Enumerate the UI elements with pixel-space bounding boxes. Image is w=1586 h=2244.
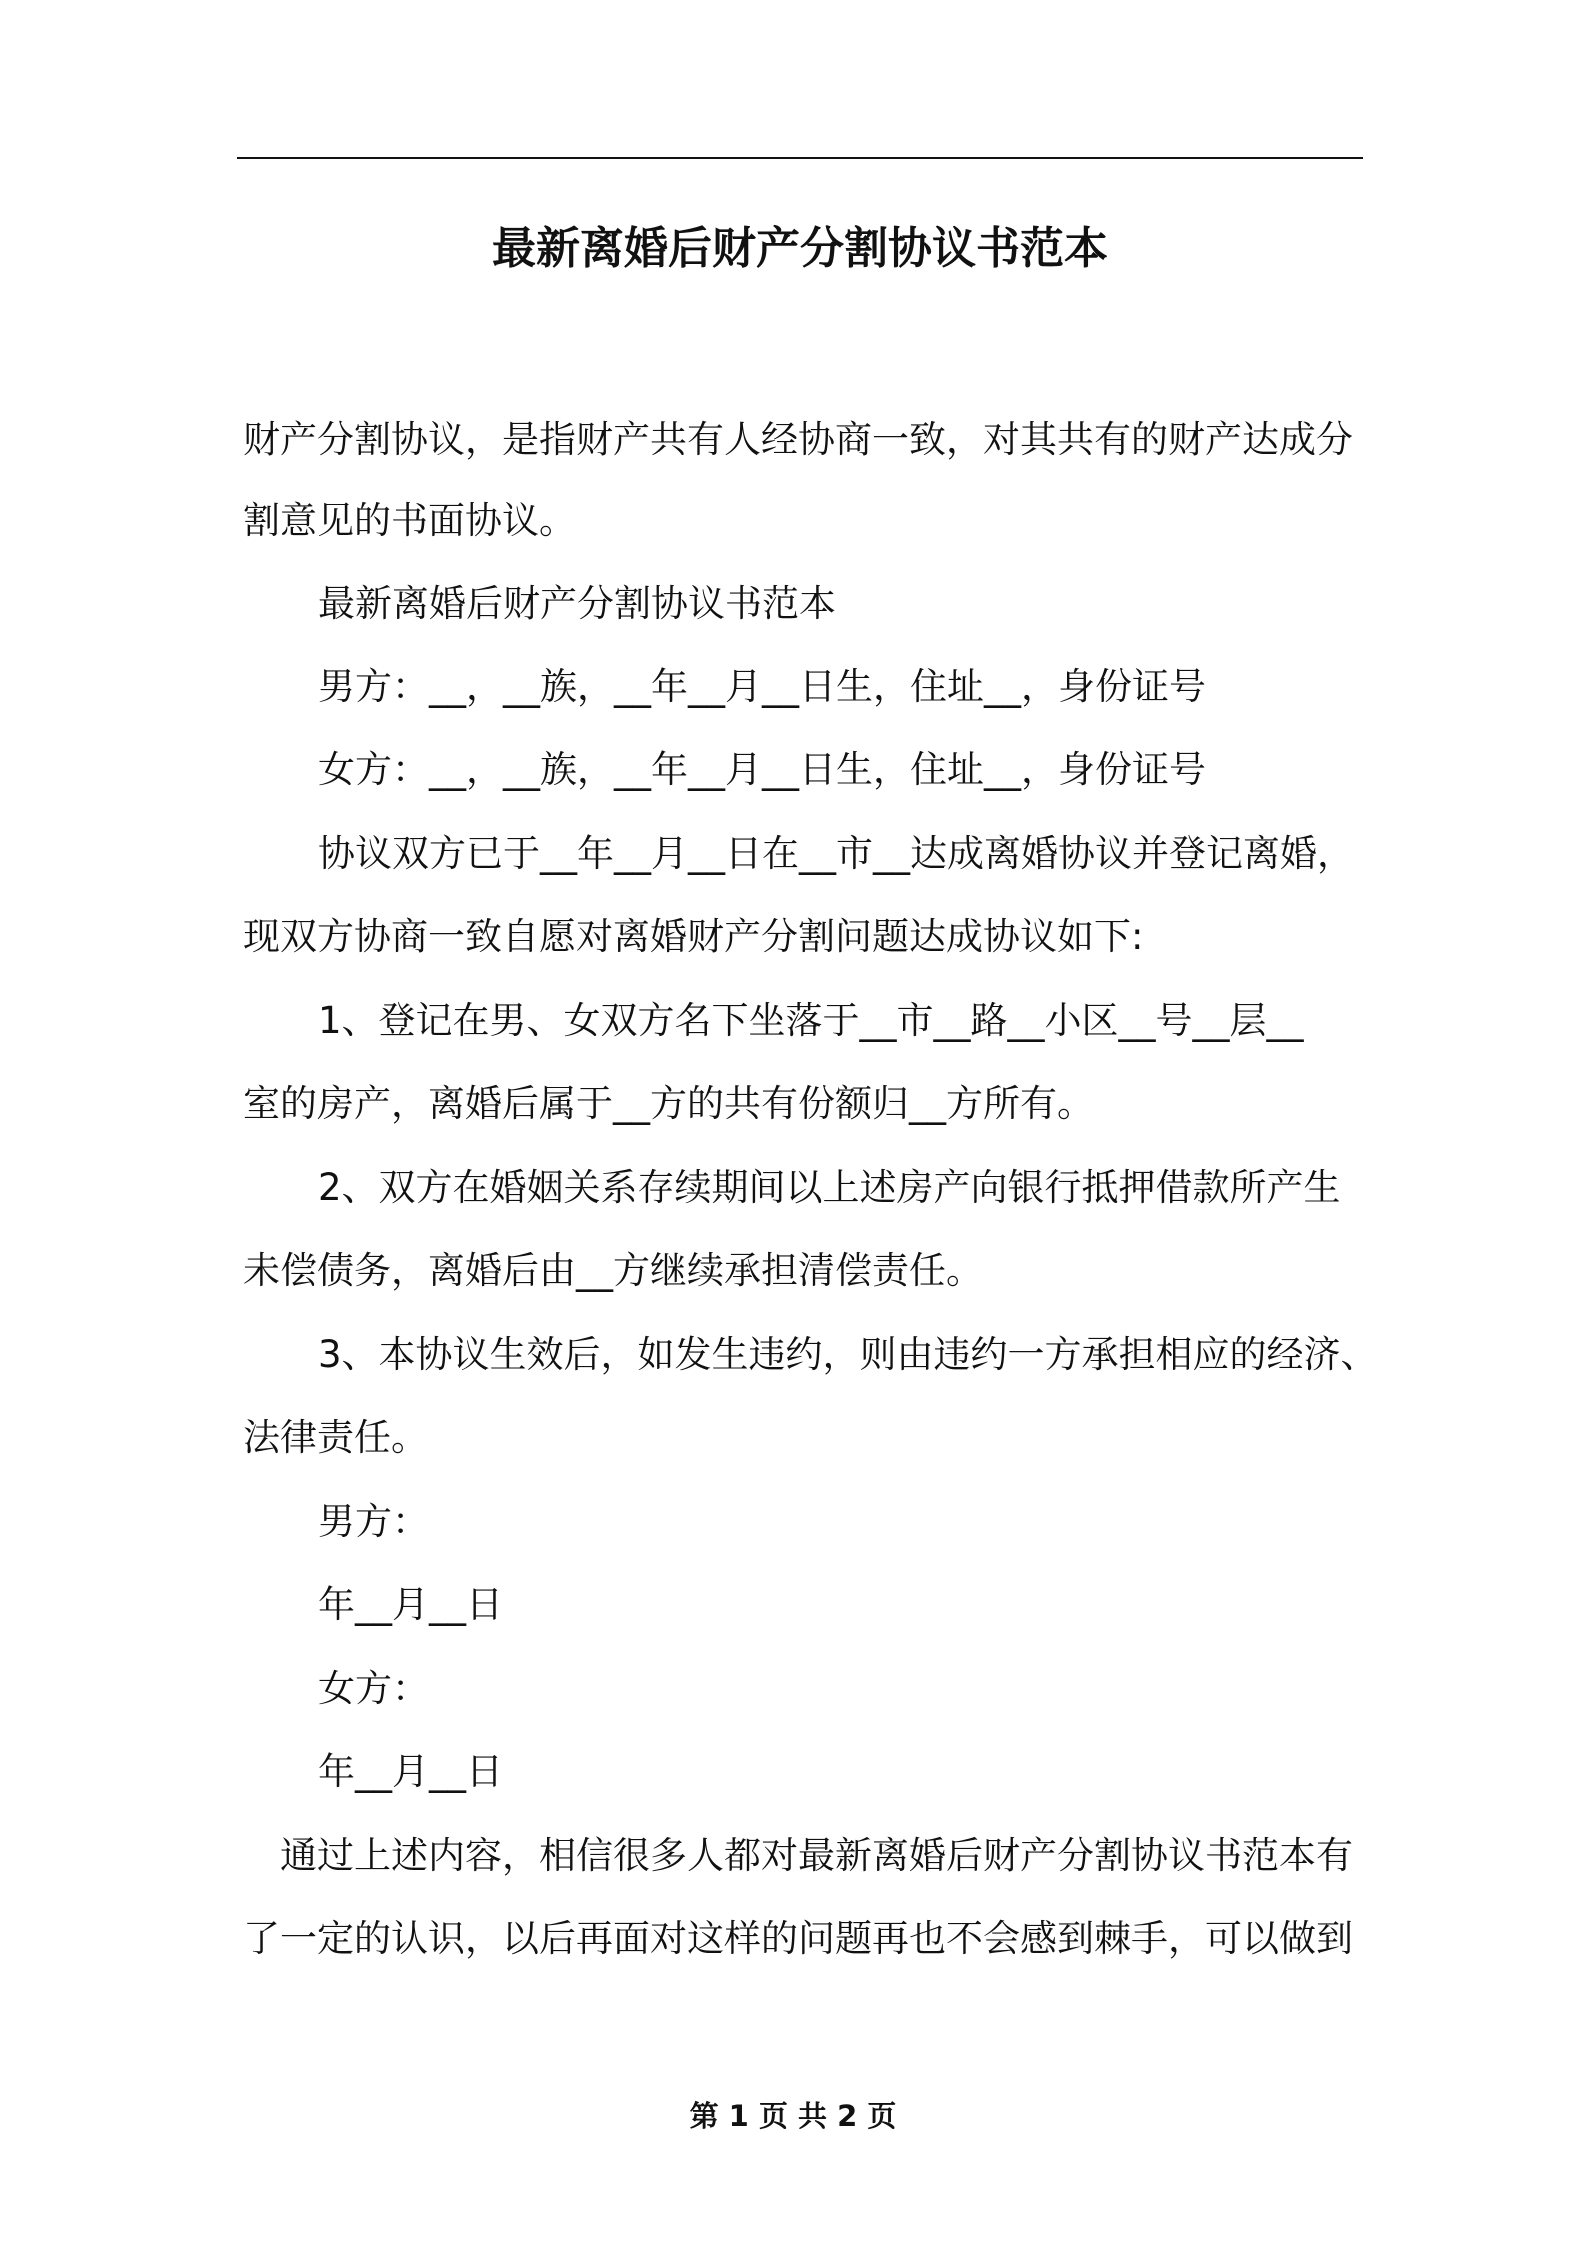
female-signature-label: 女方： (318, 1667, 429, 1710)
clause-2-line-1: 2、双方在婚姻关系存续期间以上述房产向银行抵押借款所产生 (318, 1166, 1341, 1209)
male-signature-date: 年__月__日 (318, 1583, 503, 1626)
agreement-line-2: 现双方协商一致自愿对离婚财产分割问题达成协议如下: (243, 915, 1144, 958)
page-number: 第 1 页 共 2 页 (689, 2099, 897, 2133)
agreement-line-1: 协议双方已于__年__月__日在__市__达成离婚协议并登记离婚， (318, 832, 1354, 875)
subtitle-line: 最新离婚后财产分割协议书范本 (318, 582, 836, 625)
clause-1-line-2: 室的房产，离婚后属于__方的共有份额归__方所有。 (243, 1082, 1094, 1125)
clause-3-line-1: 3、本协议生效后，如发生违约，则由违约一方承担相应的经济、 (318, 1333, 1378, 1376)
document-title: 最新离婚后财产分割协议书范本 (492, 223, 1108, 274)
female-signature-date: 年__月__日 (318, 1750, 503, 1793)
closing-line-1: 通过上述内容，相信很多人都对最新离婚后财产分割协议书范本有 (280, 1834, 1353, 1877)
male-signature-label: 男方： (318, 1500, 429, 1543)
male-party-line: 男方：__，__族，__年__月__日生，住址__，身份证号 (318, 665, 1206, 708)
clause-1-line-1: 1、登记在男、女双方名下坐落于__市__路__小区__号__层__ (318, 999, 1304, 1042)
header-rule (237, 157, 1363, 159)
clause-3-line-2: 法律责任。 (243, 1416, 428, 1459)
female-party-line: 女方：__，__族，__年__月__日生，住址__，身份证号 (318, 748, 1206, 791)
intro-line-2: 割意见的书面协议。 (243, 499, 576, 542)
intro-line-1: 财产分割协议，是指财产共有人经协商一致，对其共有的财产达成分 (243, 418, 1353, 461)
closing-line-2: 了一定的认识，以后再面对这样的问题再也不会感到棘手，可以做到 (243, 1917, 1353, 1960)
clause-2-line-2: 未偿债务，离婚后由__方继续承担清偿责任。 (243, 1249, 983, 1292)
